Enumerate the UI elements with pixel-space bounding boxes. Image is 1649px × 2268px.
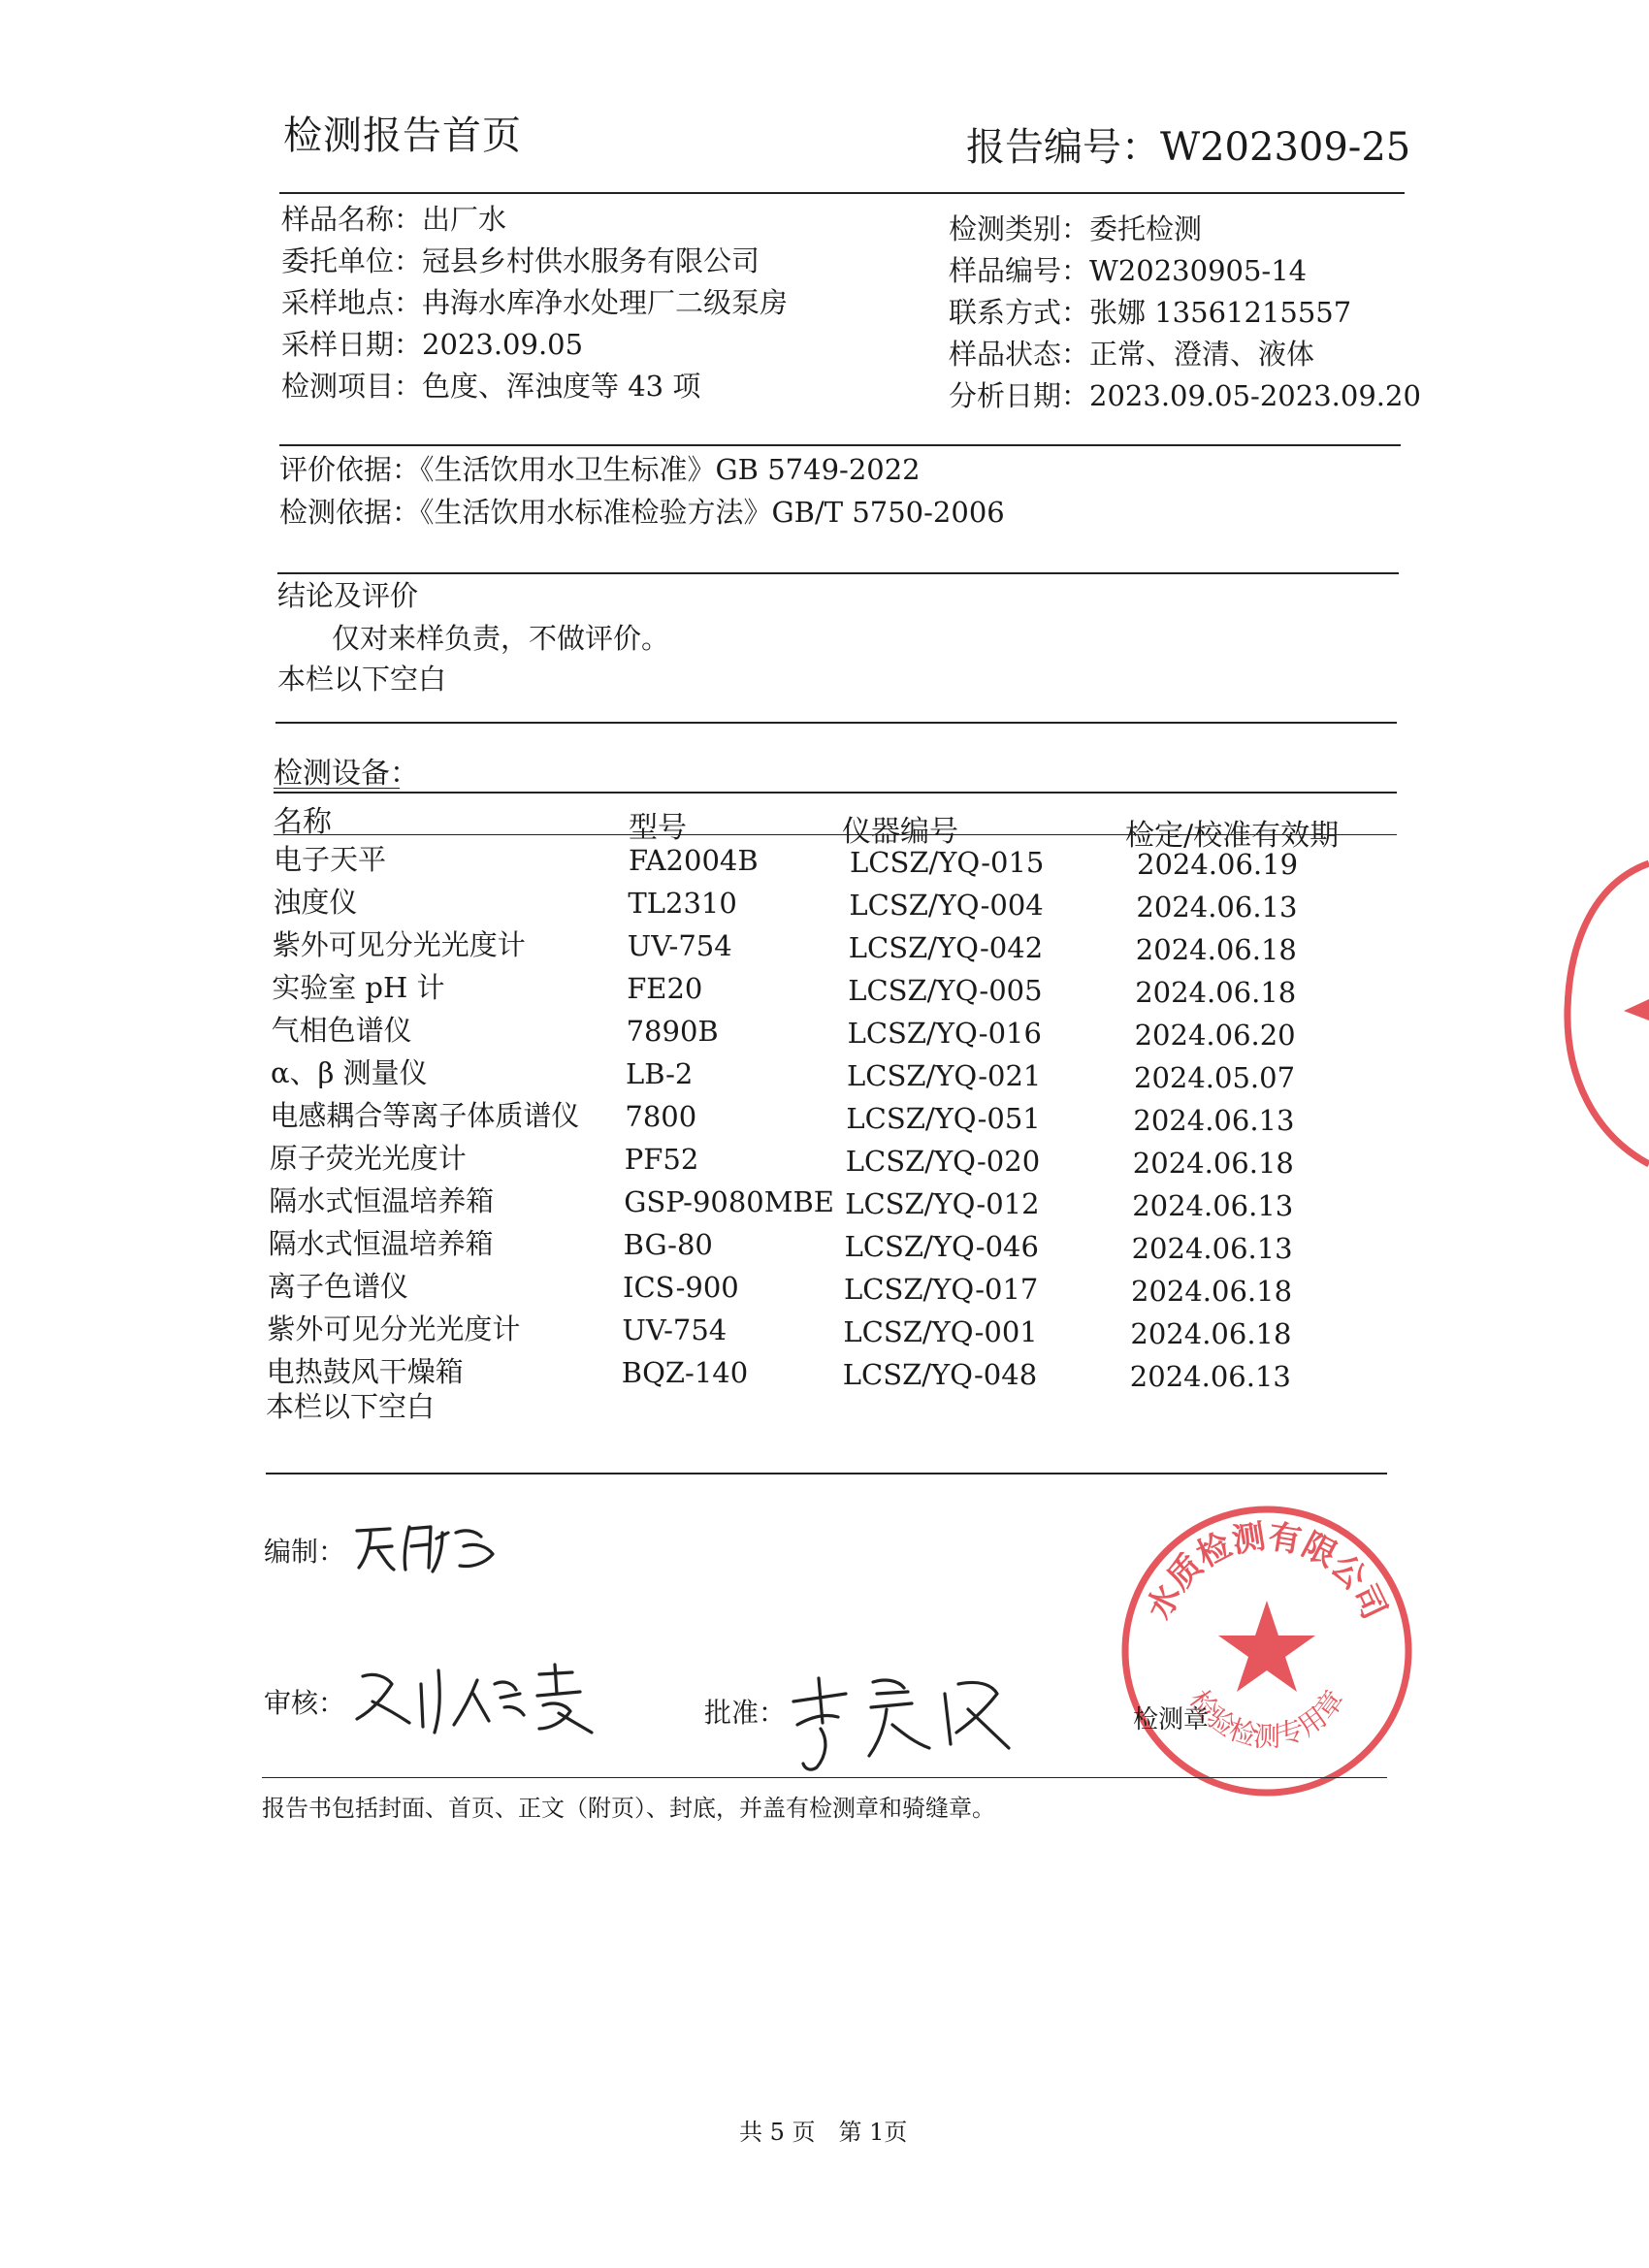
reviewer-label: 审核：	[264, 1687, 346, 1719]
equipment-name: 电感耦合等离子体质谱仪	[270, 1099, 580, 1132]
equipment-name: 电子天平	[274, 843, 387, 876]
test-category: 检测类别：委托检测	[949, 212, 1203, 245]
conclusion-title: 结论及评价	[277, 579, 419, 612]
equipment-name: 实验室 pH 计	[272, 971, 445, 1004]
equipment-number: LCSZ/YQ-015	[850, 846, 1045, 879]
equipment-model: UV-754	[627, 929, 732, 962]
reviewer-signature	[349, 1655, 621, 1748]
inspection-seal	[1116, 1500, 1418, 1802]
equipment-valid-until: 2024.06.13	[1133, 1104, 1295, 1137]
equipment-model: ICS-900	[623, 1271, 739, 1304]
equipment-valid-until: 2024.06.18	[1135, 933, 1297, 966]
column-header-instrument-no: 仪器编号	[842, 815, 958, 849]
table-row	[0, 1094, 1649, 1137]
equipment-number: LCSZ/YQ-017	[844, 1273, 1039, 1306]
equipment-number: LCSZ/YQ-020	[845, 1145, 1041, 1178]
edge-seal-fragment	[1556, 854, 1649, 1174]
table-row	[0, 1009, 1649, 1052]
equipment-model: UV-754	[622, 1313, 728, 1346]
contact: 联系方式：张娜 13561215557	[949, 296, 1352, 329]
test-items: 检测项目：色度、浑浊度等 43 项	[281, 370, 701, 403]
sampling-date: 采样日期：2023.09.05	[281, 328, 584, 361]
equipment-name: α、β 测量仪	[271, 1056, 428, 1089]
report-number: 报告编号：W202309-25	[966, 125, 1411, 170]
equipment-number: LCSZ/YQ-046	[844, 1230, 1039, 1263]
equipment-number: LCSZ/YQ-042	[848, 931, 1044, 964]
equipment-valid-until: 2024.06.18	[1132, 1147, 1294, 1180]
equipment-number: LCSZ/YQ-001	[843, 1315, 1038, 1348]
table-row	[0, 1265, 1649, 1308]
divider	[274, 792, 1397, 794]
table-row	[0, 1137, 1649, 1180]
equipment-valid-until: 2024.06.13	[1132, 1189, 1294, 1222]
divider	[277, 572, 1399, 574]
equipment-name: 原子荧光光度计	[269, 1142, 467, 1175]
equipment-blank-note: 本栏以下空白	[266, 1390, 436, 1423]
page-title: 检测报告首页	[283, 113, 522, 158]
equipment-model: LB-2	[626, 1057, 694, 1090]
column-header-model: 型号	[629, 811, 687, 845]
equipment-model: 7800	[625, 1100, 697, 1133]
evaluation-basis: 评价依据：《生活饮用水卫生标准》GB 5749-2022	[279, 453, 921, 486]
equipment-model: TL2310	[628, 887, 737, 920]
conclusion-blank-note: 本栏以下空白	[277, 663, 447, 696]
equipment-name: 气相色谱仪	[271, 1014, 412, 1047]
equipment-name: 电热鼓风干燥箱	[266, 1355, 464, 1388]
equipment-name: 隔水式恒温培养箱	[269, 1184, 495, 1217]
equipment-name: 紫外可见分光光度计	[272, 928, 526, 961]
equipment-number: LCSZ/YQ-051	[846, 1102, 1041, 1135]
equipment-number: LCSZ/YQ-004	[849, 889, 1044, 922]
table-row	[0, 1052, 1649, 1094]
report-composition-note: 报告书包括封面、首页、正文（附页）、封底，并盖有检测章和骑缝章。	[262, 1795, 995, 1822]
table-row	[0, 1350, 1649, 1393]
equipment-valid-until: 2024.06.13	[1136, 891, 1298, 923]
table-header-rule	[274, 834, 1397, 835]
column-header-valid-until: 检定/校准有效期	[1125, 819, 1340, 853]
divider	[279, 444, 1401, 446]
approver-label: 批准：	[704, 1697, 787, 1729]
equipment-name: 隔水式恒温培养箱	[268, 1227, 494, 1260]
equipment-valid-until: 2024.06.18	[1135, 976, 1297, 1009]
sample-number: 样品编号：W20230905-14	[949, 254, 1308, 287]
seal-company-text: 水质检测有限公司	[1140, 1517, 1394, 1626]
equipment-model: BQZ-140	[621, 1356, 749, 1389]
equipment-model: FE20	[627, 972, 703, 1005]
equipment-valid-until: 2024.06.18	[1130, 1317, 1292, 1350]
sample-status: 样品状态：正常、澄清、液体	[949, 338, 1315, 371]
equipment-number: LCSZ/YQ-012	[845, 1187, 1040, 1220]
page-number: 共 5 页 第 1页	[739, 2119, 908, 2146]
table-row	[0, 838, 1649, 881]
equipment-model: PF52	[624, 1143, 699, 1176]
table-row	[0, 1180, 1649, 1222]
seal-purpose-text: 检验检测专用章	[1182, 1684, 1351, 1753]
equipment-number: LCSZ/YQ-005	[848, 974, 1043, 1007]
equipment-model: FA2004B	[629, 844, 759, 877]
equipment-number: LCSZ/YQ-021	[847, 1059, 1042, 1092]
sampling-location: 采样地点：冉海水库净水处理厂二级泵房	[281, 286, 789, 319]
equipment-valid-until: 2024.06.19	[1137, 848, 1299, 881]
equipment-name: 紫外可见分光光度计	[267, 1312, 521, 1345]
equipment-valid-until: 2024.06.20	[1134, 1019, 1296, 1052]
equipment-model: GSP-9080MBE	[624, 1185, 834, 1218]
equipment-valid-until: 2024.06.13	[1129, 1360, 1291, 1393]
table-row	[0, 1222, 1649, 1265]
conclusion-text: 仅对来样负责，不做评价。	[332, 622, 670, 655]
equipment-number: LCSZ/YQ-048	[842, 1358, 1038, 1391]
divider	[262, 1777, 1387, 1778]
compiler-signature	[349, 1504, 504, 1581]
equipment-title: 检测设备：	[274, 757, 419, 791]
equipment-number: LCSZ/YQ-016	[847, 1017, 1042, 1050]
column-header-name: 名称	[274, 805, 332, 839]
equipment-model: BG-80	[623, 1228, 713, 1261]
table-row	[0, 966, 1649, 1009]
client-unit: 委托单位：冠县乡村供水服务有限公司	[281, 244, 760, 277]
equipment-model: 7890B	[626, 1015, 719, 1048]
divider	[279, 192, 1405, 194]
analysis-date: 分析日期：2023.09.05-2023.09.20	[949, 379, 1421, 412]
divider	[266, 1473, 1387, 1474]
equipment-title-underline	[274, 788, 400, 789]
test-basis: 检测依据：《生活饮用水标准检验方法》GB/T 5750-2006	[279, 496, 1005, 529]
divider	[275, 722, 1397, 724]
equipment-name: 浊度仪	[273, 886, 358, 919]
approver-signature	[784, 1655, 1026, 1781]
equipment-valid-until: 2024.05.07	[1134, 1061, 1296, 1094]
compiler-label: 编制：	[264, 1536, 346, 1568]
equipment-name: 离子色谱仪	[268, 1270, 409, 1303]
equipment-valid-until: 2024.06.18	[1131, 1275, 1293, 1308]
table-row	[0, 923, 1649, 966]
table-row	[0, 881, 1649, 923]
stamp-label: 检测章	[1133, 1705, 1210, 1734]
sample-name: 样品名称：出厂水	[281, 203, 507, 236]
table-row	[0, 1308, 1649, 1350]
equipment-valid-until: 2024.06.13	[1131, 1232, 1293, 1265]
